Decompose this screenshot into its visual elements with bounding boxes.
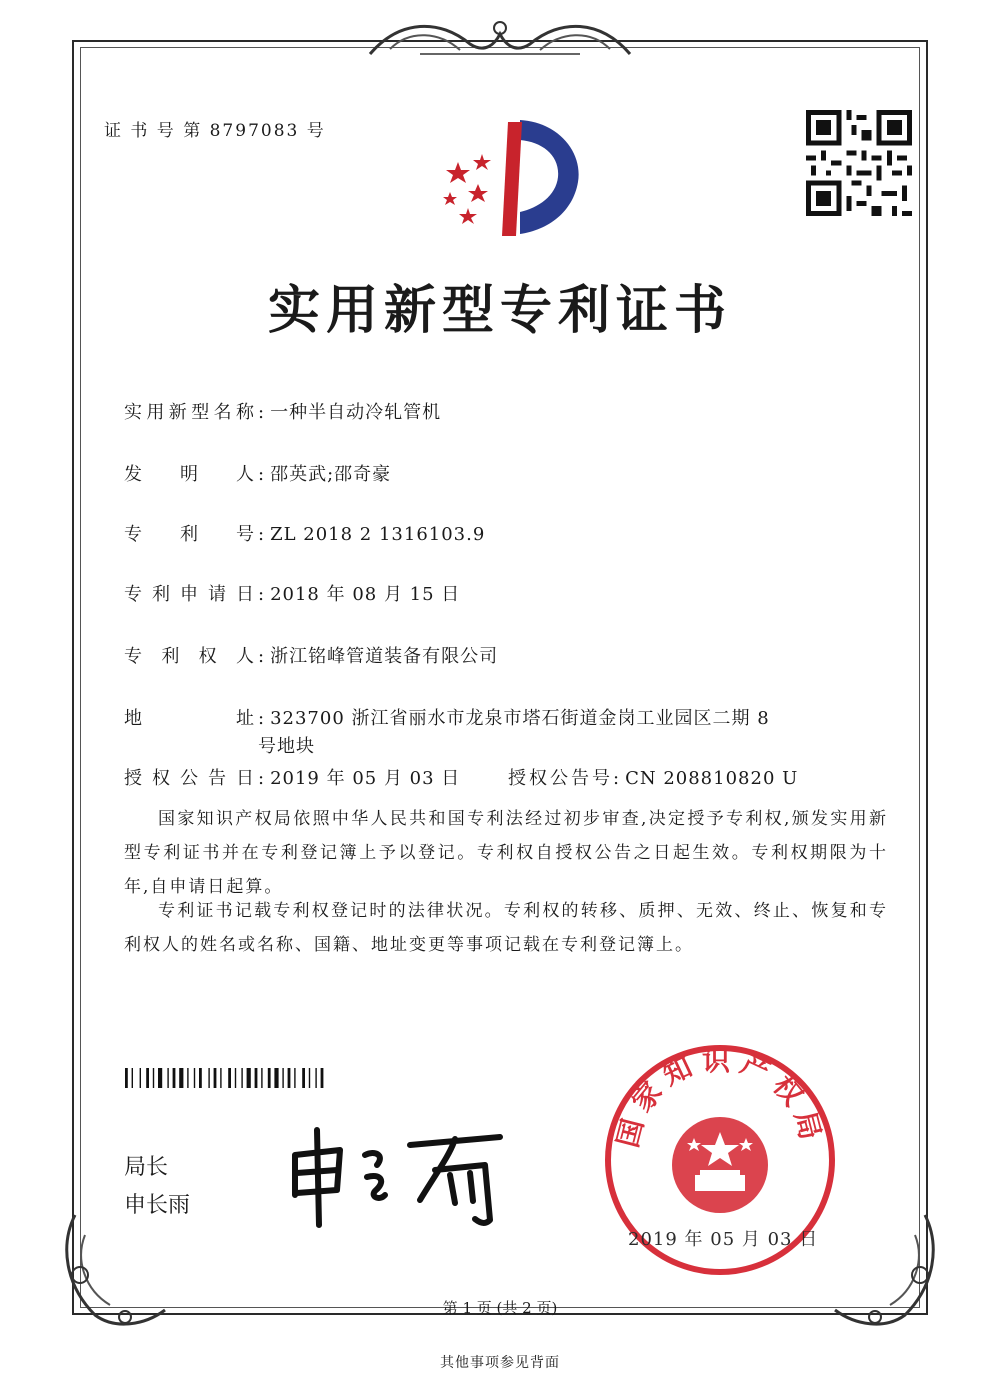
director-signature: [285, 1115, 515, 1235]
certificate-paragraph-1: 国家知识产权局依照中华人民共和国专利法经过初步审查,决定授予专利权,颁发实用新型专利证书并在专利登记簿上予以登记。专利权自授权公告之日起生效。专利权期限为十年,自申请日起算。: [124, 809, 888, 897]
national-emblem-icon: [672, 1117, 768, 1213]
field-value: 323700 浙江省丽水市龙泉市塔石街道金岗工业园区二期 8: [270, 708, 770, 729]
seal-date: 2019 年 05 月 03 日: [628, 1229, 819, 1250]
field-application-date: [124, 580, 460, 606]
field-value: 邵英武;邵奇豪: [270, 464, 392, 485]
seal-text: 国家知识产权局: [610, 1044, 830, 1151]
field-separator: :: [613, 768, 620, 789]
field-separator: :: [258, 646, 265, 667]
field-separator: :: [258, 584, 265, 605]
patent-office-logo: [438, 112, 588, 242]
field-value: 号地块: [258, 736, 315, 757]
field-separator: :: [258, 402, 265, 423]
field-patentee: [124, 642, 498, 668]
qr-code: [806, 110, 912, 216]
field-value: 浙江铭峰管道装备有限公司: [270, 646, 499, 667]
field-separator: :: [258, 524, 265, 545]
field-separator: :: [258, 464, 265, 485]
field-label: 授权公告号: [508, 768, 613, 789]
field-label: 发明人: [124, 464, 254, 485]
field-separator: :: [258, 768, 265, 789]
field-publication-number: [508, 764, 798, 790]
field-utility-model-name: [124, 398, 441, 424]
field-label: 授权公告日: [124, 768, 254, 789]
barcode: [125, 1068, 385, 1088]
field-grant-date: [124, 764, 460, 790]
field-patent-number: [124, 520, 485, 546]
field-value: ZL 2018 2 1316103.9: [270, 524, 486, 545]
director-name: 申长雨: [124, 1193, 191, 1218]
page-number: 第 1 页 (共 2 页): [442, 1299, 558, 1317]
director-title: 局长: [124, 1155, 169, 1180]
field-label: 专利申请日: [124, 584, 254, 605]
field-label: 专利权人: [124, 646, 254, 667]
field-label: 地址: [124, 708, 254, 729]
field-address: [124, 704, 770, 730]
field-value: 2018 年 08 月 15 日: [270, 584, 461, 605]
field-inventor: [124, 460, 391, 486]
certificate-title: 实用新型专利证书: [267, 280, 732, 341]
field-label: 专利号: [124, 524, 254, 545]
field-separator: :: [258, 708, 265, 729]
field-value: 一种半自动冷轧管机: [270, 402, 442, 423]
field-address-continued: [258, 732, 315, 758]
field-value: 2019 年 05 月 03 日: [270, 768, 461, 789]
top-ornament: [360, 14, 640, 64]
footer-note: 其他事项参见背面: [440, 1355, 560, 1371]
field-label: 实用新型名称: [124, 402, 254, 423]
certificate-paragraph-2: 专利证书记载专利权登记时的法律状况。专利权的转移、质押、无效、终止、恢复和专利权人的姓名或名称、国籍、地址变更等事项记载在专利登记簿上。: [124, 901, 888, 955]
certificate-number: 证 书 号 第 8797083 号: [104, 121, 326, 141]
field-value: CN 208810820 U: [625, 768, 799, 789]
